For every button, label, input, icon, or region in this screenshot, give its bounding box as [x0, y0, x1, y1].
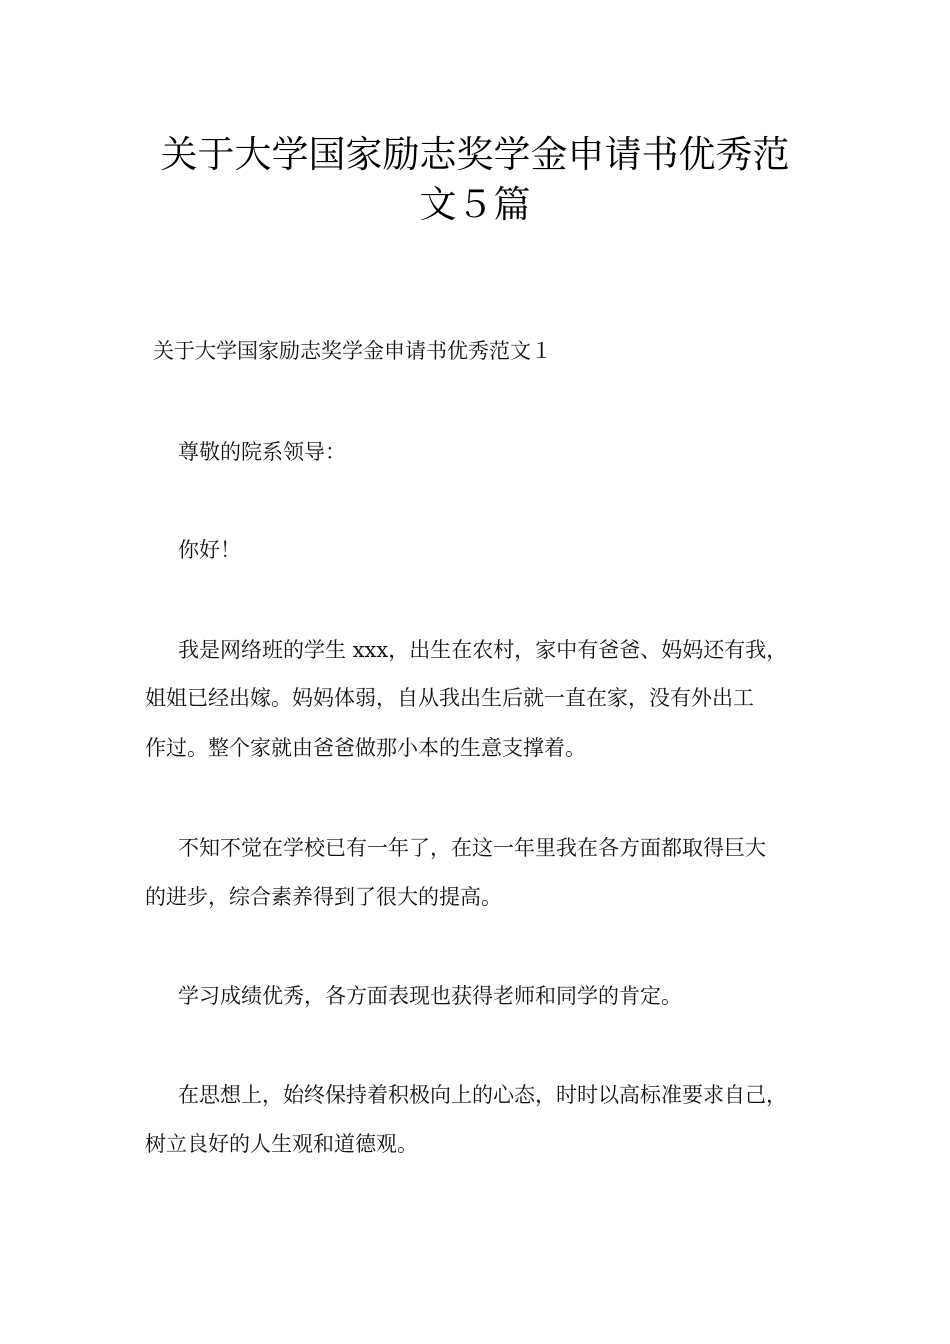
- paragraph-1-line-3: 作过。整个家就由爸爸做那小本的生意支撑着。: [145, 736, 586, 760]
- document-title-line-2: 文５篇: [419, 183, 531, 226]
- greeting: 你好！: [178, 538, 241, 562]
- paragraph-2-line-2: 的进步，综合素养得到了很大的提高。: [145, 885, 502, 909]
- paragraph-4-line-1: 在思想上，始终保持着积极向上的心态，时时以高标准要求自己，: [178, 1083, 787, 1107]
- paragraph-4-line-2: 树立良好的人生观和道德观。: [145, 1132, 418, 1156]
- document-title-line-1: 关于大学国家励志奖学金申请书优秀范: [160, 133, 790, 176]
- section-heading: 关于大学国家励志奖学金申请书优秀范文１: [153, 339, 552, 363]
- paragraph-3-line-1: 学习成绩优秀，各方面表现也获得老师和同学的肯定。: [178, 984, 682, 1008]
- paragraph-1-line-2: 姐姐已经出嫁。妈妈体弱，自从我出生后就一直在家，没有外出工: [145, 686, 754, 710]
- paragraph-2-line-1: 不知不觉在学校已有一年了，在这一年里我在各方面都取得巨大: [178, 836, 766, 860]
- paragraph-1-line-1: 我是网络班的学生 xxx，出生在农村，家中有爸爸、妈妈还有我，: [178, 638, 788, 662]
- salutation: 尊敬的院系领导：: [178, 440, 346, 464]
